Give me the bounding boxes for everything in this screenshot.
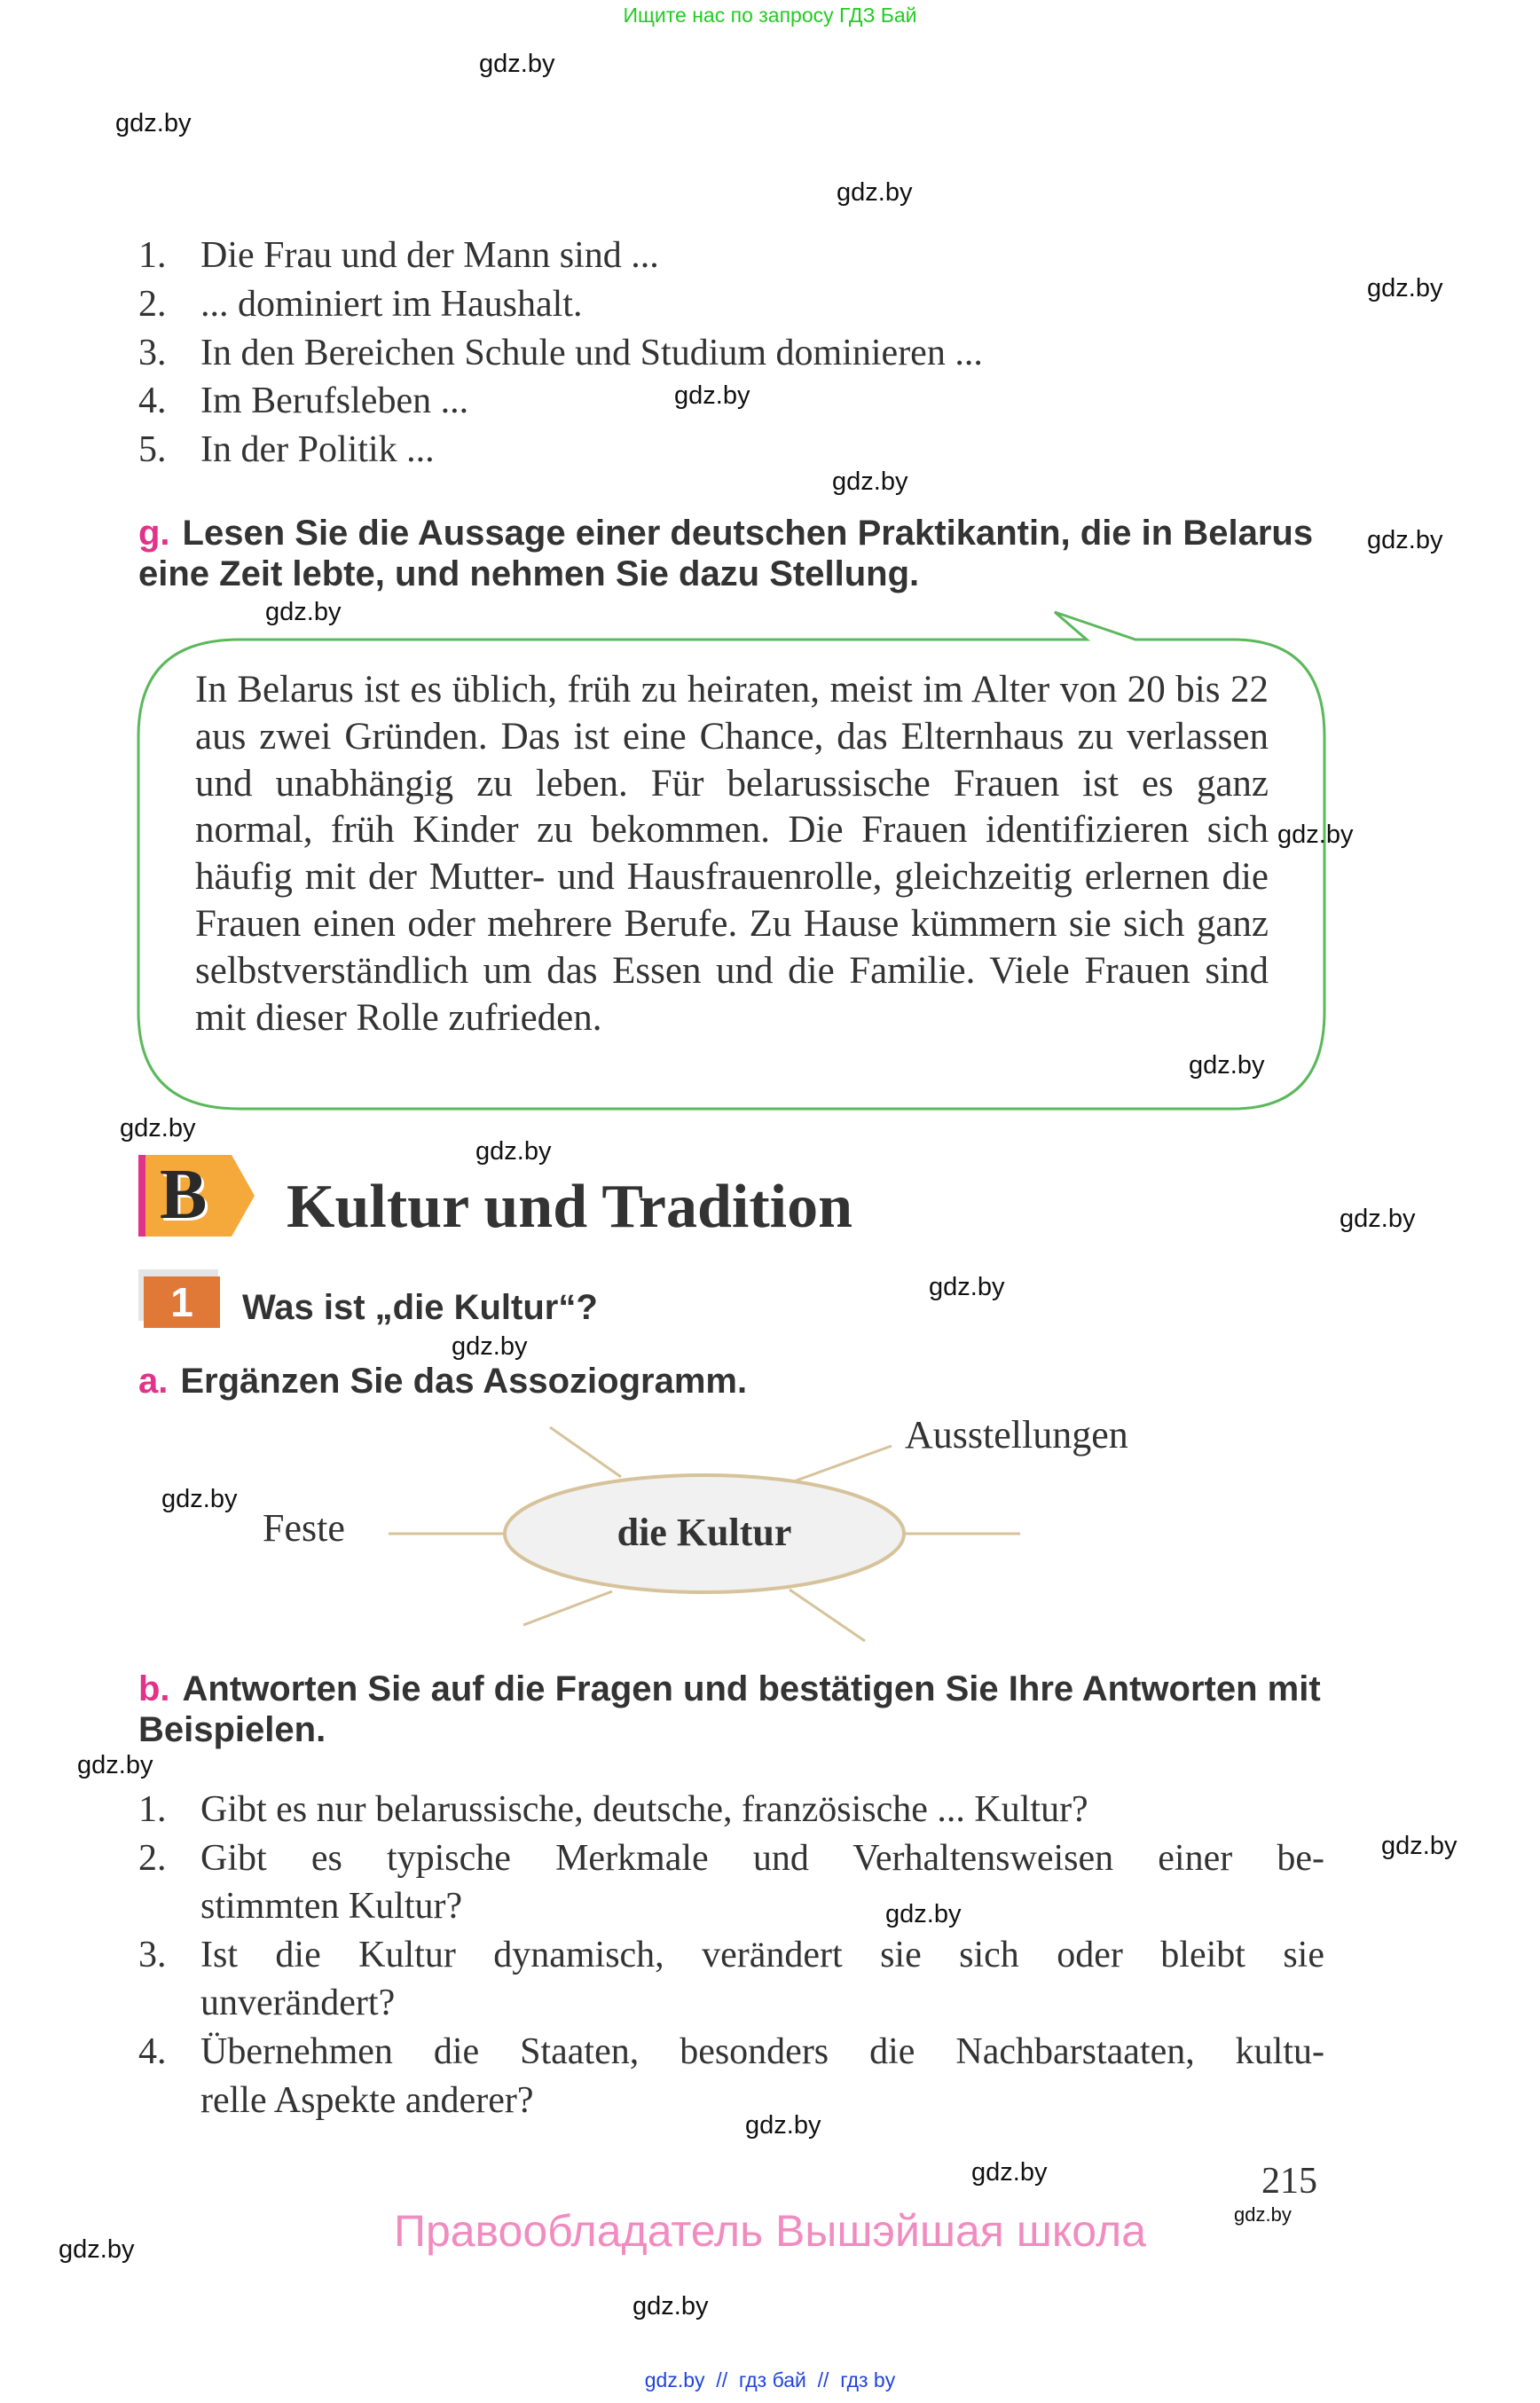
watermark: gdz.by (971, 2158, 1048, 2187)
watermark: gdz.by (837, 178, 913, 207)
task-text: Antworten Sie auf die Fragen und bestätigen Sie Ihre Antworten mit Beispielen. (138, 1669, 1321, 1749)
list-item-line (138, 2030, 1324, 2073)
exercise-number: 1 (144, 1276, 220, 1328)
item-number: 1. (138, 235, 167, 276)
item-text: Übernehmen die Staaten, besonders die Nachbarstaaten, kultu- (200, 2031, 1324, 2072)
list-item-line (138, 1934, 1324, 1976)
copyright-notice: Правообладатель Вышэйшая школа (394, 2206, 1146, 2256)
exercise-number-badge (138, 1269, 220, 1328)
watermark: gdz.by (265, 598, 342, 626)
watermark: gdz.by (1189, 1051, 1265, 1080)
task-letter: a. (138, 1362, 169, 1401)
watermark: gdz.by (475, 1137, 552, 1166)
watermark: gdz.by (832, 467, 908, 496)
item-text: Ist die Kultur dynamisch, verändert sie sich oder bleibt sie (200, 1934, 1324, 1975)
watermark: gdz.by (929, 1273, 1005, 1301)
page-number: 215 (1261, 2161, 1317, 2202)
item-text: In den Bereichen Schule und Studium dominieren ... (200, 332, 983, 373)
item-text: Gibt es nur belarussische, deutsche, französische ... Kultur? (200, 1789, 1088, 1830)
watermark: gdz.by (1381, 1832, 1458, 1860)
list-item-line (138, 2079, 533, 2122)
watermark: gdz.by (632, 2292, 709, 2321)
watermark: gdz.by (59, 2235, 135, 2264)
item-text: unverändert? (200, 1983, 396, 2024)
watermark: gdz.by (1277, 821, 1354, 849)
section-letter: B (160, 1156, 208, 1234)
item-number: 4. (138, 381, 167, 422)
list-item-line (138, 1982, 395, 2024)
task-text: Lesen Sie die Aussage einer deutschen Praktikantin, die in Belarus eine Zeit lebte, und nehmen Sie dazu Stellung. (138, 514, 1314, 593)
item-number: 1. (138, 1789, 167, 1830)
item-text: stimmten Kultur? (200, 1886, 463, 1928)
watermark: gdz.by (1340, 1205, 1416, 1233)
watermark: gdz.by (674, 381, 750, 410)
section-title: Kultur und Tradition (287, 1173, 853, 1241)
item-number: 4. (138, 2031, 167, 2072)
watermark: gdz.by (115, 109, 192, 137)
task-letter: b. (138, 1669, 170, 1708)
watermark: gdz.by (161, 1485, 238, 1513)
watermark: gdz.by (77, 1751, 153, 1779)
list-item-line (138, 1885, 462, 1928)
footer-links[interactable]: gdz.by // гдз бай // гдз by (644, 2368, 896, 2391)
diagram-label-feste: Feste (263, 1506, 345, 1550)
watermark: gdz.by (745, 2111, 821, 2140)
task-letter: g. (138, 514, 170, 553)
item-number: 3. (138, 1934, 167, 1975)
item-text: Die Frau und der Mann sind ... (200, 235, 659, 276)
watermark: gdz.by (885, 1900, 962, 1928)
watermark: gdz.by (120, 1114, 196, 1143)
item-number: 2. (138, 283, 167, 325)
watermark: gdz.by (1234, 2203, 1292, 2226)
task-text: Ergänzen Sie das Assoziogramm. (180, 1362, 748, 1401)
item-number: 2. (138, 1837, 167, 1879)
task-b (138, 1669, 1332, 1750)
exercise-title: Was ist „die Kultur“? (242, 1288, 598, 1327)
diagram-center-label: die Kultur (617, 1511, 792, 1554)
watermark: gdz.by (1367, 274, 1443, 302)
list-item-line (138, 1788, 1088, 1831)
item-text: Im Berufsleben ... (200, 381, 469, 422)
list-item-line (138, 1837, 1324, 1880)
item-text: Gibt es typische Merkmale und Verhaltensweisen einer be- (200, 1837, 1324, 1879)
item-text: ... dominiert im Haushalt. (200, 283, 583, 325)
watermark: gdz.by (479, 50, 555, 78)
quote-text: In Belarus ist es üblich, früh zu heiraten, meist im Alter von 20 bis 22 aus zwei Gründen. Das ist eine Chance, das Elternhaus zu verlassen und unabhängig zu leben. Für belarussische Frauen ist es ganz normal, früh Kinder zu bekommen. Die Frauen identifizieren sich häufig mit der Mutter- und Hausfrauenrolle, gleichzeitig erlernen die Frauen einen oder mehrere Berufe. Zu Hause kümmern sie sich ganz selbstverständlich um das Essen und die Familie. Viele Frauen sind mit dieser Rolle zufrieden. (195, 669, 1269, 1039)
header-banner[interactable]: Ищите нас по запросу ГДЗ Бай (623, 4, 917, 27)
item-text: In der Politik ... (200, 429, 435, 471)
watermark: gdz.by (1367, 526, 1443, 554)
section-badge (138, 1155, 255, 1237)
watermark: gdz.by (452, 1332, 528, 1361)
item-number: 3. (138, 332, 167, 373)
item-text: relle Aspekte anderer? (200, 2079, 534, 2121)
item-number: 5. (138, 429, 167, 471)
diagram-label-ausstellungen: Ausstellungen (905, 1413, 1128, 1457)
